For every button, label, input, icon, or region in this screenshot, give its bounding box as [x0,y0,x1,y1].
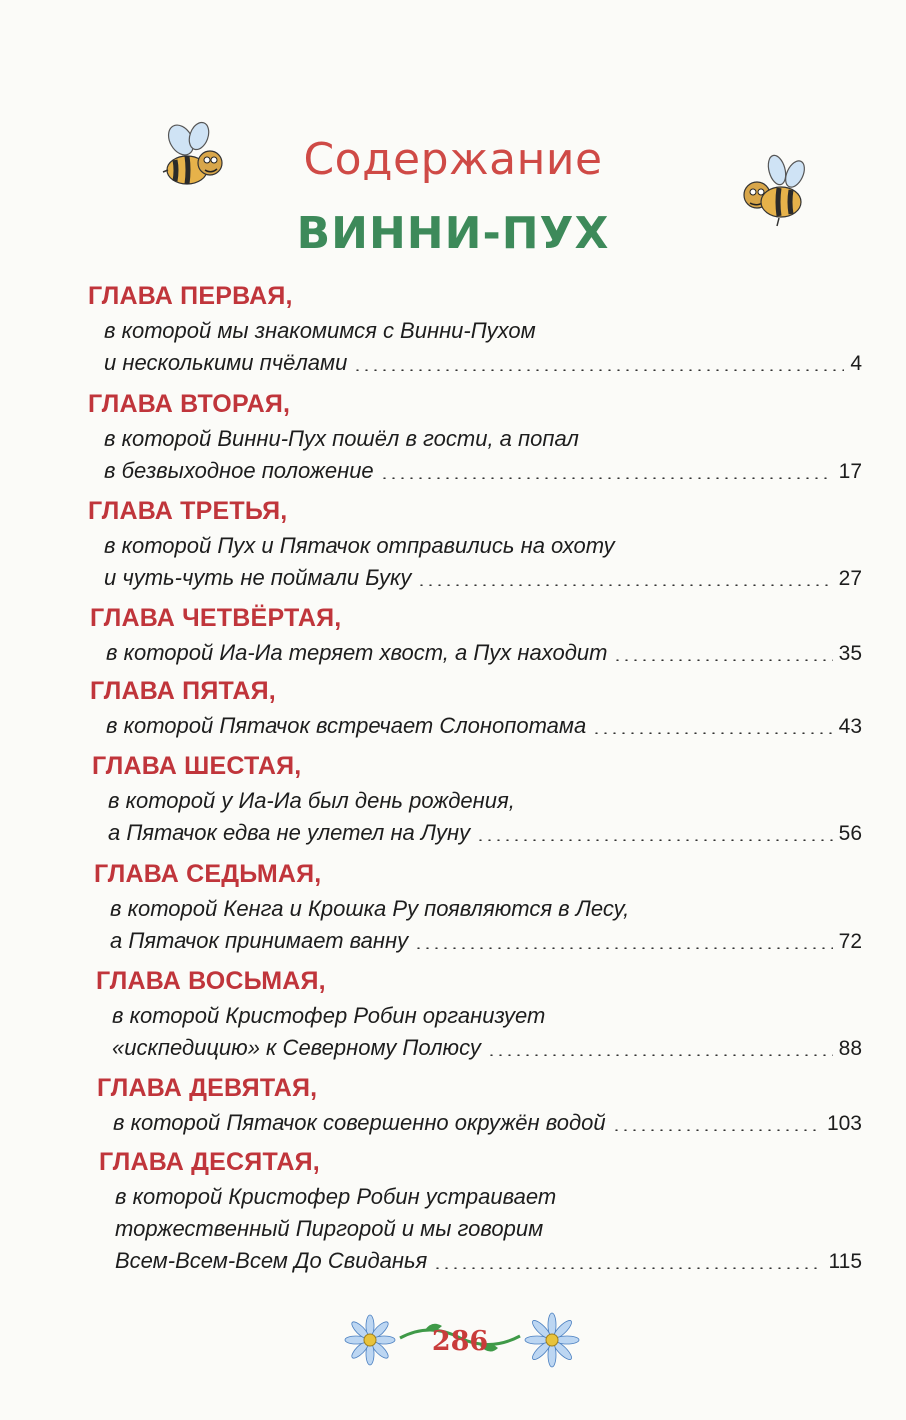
chapter-page-number: 115 [828,1250,862,1273]
chapter-description-text: и несколькими пчёлами [104,350,348,375]
dot-leader [380,477,833,479]
chapter-heading: ГЛАВА ВТОРАЯ, [88,390,291,418]
chapter-page-number: 103 [826,1112,862,1135]
chapter-description-text: в которой Кристофер Робин устраивает [115,1184,557,1209]
footer [330,1300,590,1380]
chapter-heading: ГЛАВА ВОСЬМАЯ, [96,967,326,995]
chapter-page-number: 27 [838,567,862,590]
toc-entry-line [110,924,862,954]
chapter-heading: ГЛАВА ПЯТАЯ, [90,677,276,705]
dot-leader [353,369,844,371]
chapter-page-number: 72 [838,930,862,953]
chapter-description-text: а Пятачок принимает ванну [110,928,409,953]
chapter-page-number: 88 [838,1037,862,1060]
toc-entry-line [104,561,862,591]
chapter-description [108,784,862,814]
dot-leader [612,1129,821,1131]
toc-entry-line [113,1106,862,1136]
chapter-description-text: «искпедицию» к Северному Полюсу [112,1035,481,1060]
page-number: 286 [431,1326,489,1357]
page-title: Содержание [303,134,603,185]
chapter-heading: ГЛАВА СЕДЬМАЯ, [94,860,322,888]
chapter-description [110,892,862,922]
toc-entry-line [104,454,862,484]
toc-entry-line [104,346,862,376]
chapter-description-text: в безвыходное положение [104,458,374,483]
chapter-page-number: 56 [838,822,862,845]
chapter-description-text: в которой мы знакомимся с Винни-Пухом [104,318,536,343]
chapter-description-text: торжественный Пиргорой и мы говорим [115,1216,544,1241]
chapter-description [115,1180,862,1210]
chapter-description [104,529,862,559]
chapter-page-number: 43 [838,715,862,738]
chapter-description-text: в которой Иа-Иа теряет хвост, а Пух находит [106,640,608,665]
chapter-description-text: а Пятачок едва не улетел на Луну [108,820,471,845]
dot-leader [613,659,832,661]
chapter-heading: ГЛАВА ЧЕТВЁРТАЯ, [90,604,342,632]
toc-entry-line [115,1244,862,1274]
toc-entry-line [108,816,862,846]
chapter-heading: ГЛАВА ДЕСЯТАЯ, [99,1148,320,1176]
chapter-description [115,1212,862,1242]
chapter-description-text: в которой Пятачок совершенно окружён водой [113,1110,606,1135]
chapter-description [112,999,862,1029]
dot-leader [414,947,833,949]
chapter-description-text: в которой Кристофер Робин организует [112,1003,546,1028]
chapter-description-text: Всем-Всем-Всем До Свиданья [115,1248,428,1273]
chapter-description-text: в которой Винни-Пух пошёл в гости, а попал [104,426,579,451]
chapter-description-text: и чуть-чуть не поймали Буку [104,565,412,590]
dot-leader [433,1267,822,1269]
chapter-heading: ГЛАВА ТРЕТЬЯ, [88,497,288,525]
chapter-page-number: 4 [850,352,862,375]
chapter-heading: ГЛАВА ДЕВЯТАЯ, [97,1074,318,1102]
toc-entry-line [106,709,862,739]
toc-entry-line [106,636,862,666]
book-title: ВИННИ-ПУХ [296,208,610,259]
chapter-description [104,314,862,344]
toc-entry-line [112,1031,862,1061]
chapter-description [104,422,862,452]
chapter-heading: ГЛАВА ПЕРВАЯ, [88,282,293,310]
dot-leader [417,584,832,586]
dot-leader [592,732,832,734]
chapter-page-number: 35 [838,642,862,665]
chapter-page-number: 17 [838,460,862,483]
chapter-description-text: в которой Пятачок встречает Слонопотама [106,713,587,738]
chapter-description-text: в которой Пух и Пятачок отправились на охоту [104,533,615,558]
chapter-description-text: в которой Кенга и Крошка Ру появляются в Лесу, [110,896,630,921]
dot-leader [476,839,833,841]
chapter-description-text: в которой у Иа-Иа был день рождения, [108,788,515,813]
chapter-heading: ГЛАВА ШЕСТАЯ, [92,752,302,780]
dot-leader [487,1054,833,1056]
